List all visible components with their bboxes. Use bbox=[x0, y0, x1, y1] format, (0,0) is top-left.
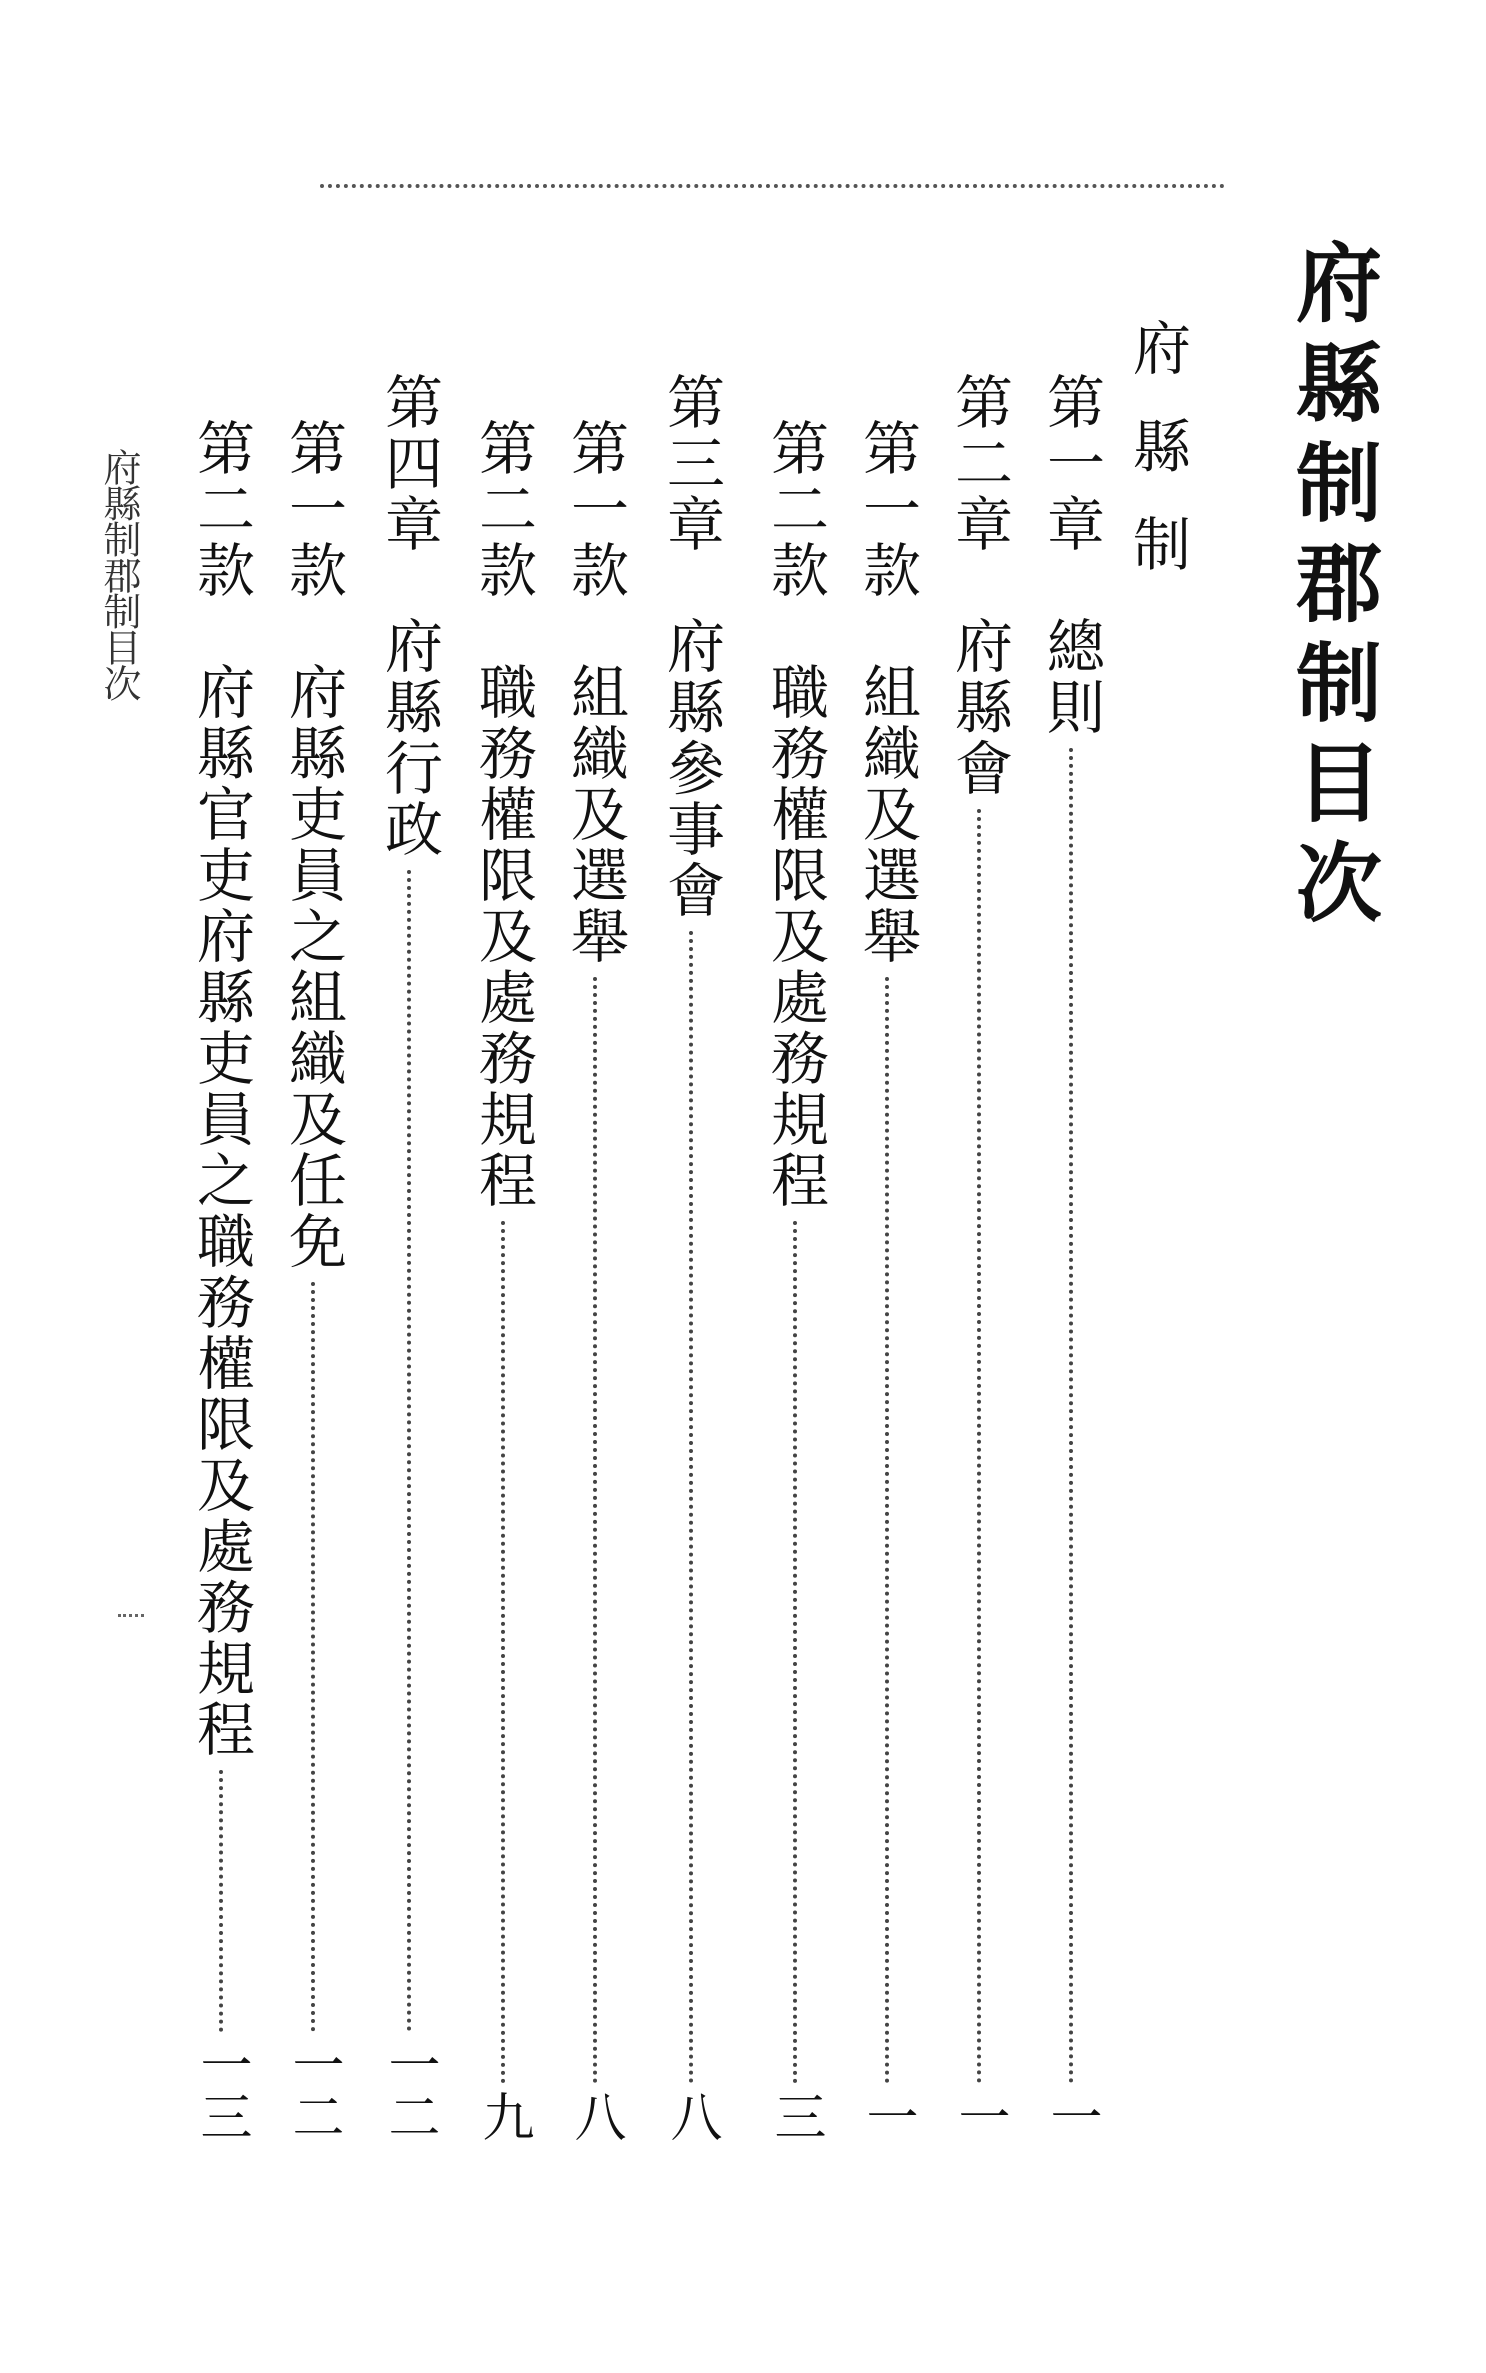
toc-entry-ch2-section-1[interactable] bbox=[852, 418, 922, 2142]
dot-leader bbox=[689, 931, 693, 2084]
toc-page-number: 一 bbox=[857, 2090, 917, 2142]
toc-entry-label: 第一款 組織及選舉 bbox=[561, 418, 629, 967]
top-dotted-rule bbox=[320, 184, 1225, 188]
print-speck bbox=[118, 1614, 144, 1617]
toc-page-number: 三 bbox=[765, 2090, 825, 2142]
toc-entry-chapter-2[interactable] bbox=[944, 372, 1014, 2142]
running-head: 府縣制郡制目次 bbox=[97, 448, 141, 700]
dot-leader bbox=[501, 1221, 505, 2084]
toc-entry-ch3-section-1[interactable] bbox=[560, 418, 630, 2142]
dot-leader bbox=[885, 977, 889, 2084]
toc-entry-label: 第三章 府縣參事會 bbox=[657, 372, 725, 921]
toc-entry-chapter-4[interactable] bbox=[374, 372, 444, 2142]
dot-leader bbox=[219, 1770, 223, 2032]
main-title: 府縣制郡制目次 bbox=[1281, 238, 1382, 938]
toc-entry-label: 第一款 組織及選舉 bbox=[853, 418, 921, 967]
dot-leader bbox=[977, 809, 981, 2084]
toc-entry-chapter-3[interactable] bbox=[656, 372, 726, 2142]
dot-leader bbox=[1069, 748, 1073, 2084]
toc-page-number: 一三 bbox=[191, 2038, 251, 2142]
toc-page-number: 九 bbox=[473, 2090, 533, 2142]
toc-entry-label: 第二章 府縣會 bbox=[945, 372, 1013, 799]
dot-leader bbox=[407, 870, 411, 2032]
toc-page-number: 一二 bbox=[379, 2038, 439, 2142]
dot-leader bbox=[311, 1282, 315, 2032]
toc-entry-chapter-1[interactable] bbox=[1036, 372, 1106, 2142]
toc-page-number: 一 bbox=[949, 2090, 1009, 2142]
dot-leader bbox=[793, 1221, 797, 2084]
toc-page-number: 一 bbox=[1041, 2090, 1101, 2142]
toc-page-number: 八 bbox=[661, 2090, 721, 2142]
toc-page-number: 一二 bbox=[283, 2038, 343, 2142]
toc-entry-ch4-section-2[interactable] bbox=[186, 418, 256, 2142]
toc-entry-ch2-section-2[interactable] bbox=[760, 418, 830, 2142]
toc-entry-label: 第一章 總則 bbox=[1037, 372, 1105, 738]
toc-page-number: 八 bbox=[565, 2090, 625, 2142]
toc-entry-label: 第二款 職務權限及處務規程 bbox=[469, 418, 537, 1211]
toc-entry-ch3-section-2[interactable] bbox=[468, 418, 538, 2142]
toc-entry-label: 第四章 府縣行政 bbox=[375, 372, 443, 860]
toc-entry-label: 第二款 職務權限及處務規程 bbox=[761, 418, 829, 1211]
dot-leader bbox=[593, 977, 597, 2084]
toc-entry-label: 第一款 府縣吏員之組織及任免 bbox=[279, 418, 347, 1272]
toc-entry-label: 第二款 府縣官吏府縣吏員之職務權限及處務規程 bbox=[187, 418, 255, 1760]
part-title: 府縣制 bbox=[1123, 318, 1191, 612]
toc-entry-ch4-section-1[interactable] bbox=[278, 418, 348, 2142]
